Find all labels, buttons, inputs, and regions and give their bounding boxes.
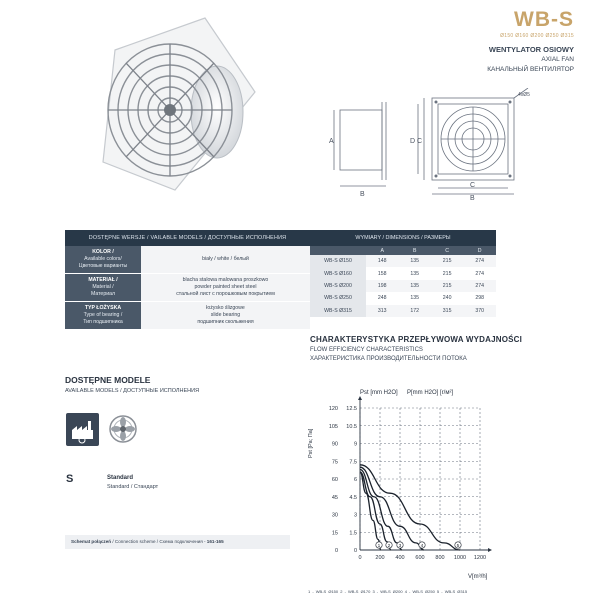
y-tick-label-mm: 4.5 xyxy=(349,494,357,501)
y-tick-label-mm: 7.5 xyxy=(349,459,357,466)
series-label-3: 3 xyxy=(398,543,402,549)
y-tick-label-pa: 0 xyxy=(334,548,338,554)
y-tick-label-pa: 90 xyxy=(331,441,338,448)
x-axis-arrow xyxy=(488,548,492,552)
series-label-1: 1 xyxy=(377,543,381,549)
y-tick-label-mm: 10.5 xyxy=(346,423,357,430)
units-left: Pst [mm H2O] xyxy=(360,390,398,396)
dimensions-title: WYMIARY / DIMENSIONS / РАЗМЕРЫ xyxy=(310,230,496,246)
available-models-subtitle: AVAILABLE MODELS / ДОСТУПНЫЕ ИСПОЛНЕНИЯ xyxy=(65,388,200,394)
chart-grid xyxy=(360,408,480,550)
y-tick-label-mm: 6 xyxy=(353,477,357,483)
y-tick-label-mm: 9 xyxy=(353,441,357,448)
x-tick-label: 400 xyxy=(395,555,405,561)
y-tick-label-mm: 12.5 xyxy=(346,406,357,412)
connection-scheme-note: Schemat połączeń / Connection scheme / Схема подключения - 161-165 xyxy=(65,535,290,549)
versions-title: DOSTĘPNE WERSJE / VAILABLE MODELS / ДОСТУПНЫЕ ИСПОЛНЕНИЯ xyxy=(65,230,310,246)
col-b: B xyxy=(398,246,430,255)
brand-title: WB-S xyxy=(514,8,574,31)
chart-subtitle-en: FLOW EFFICIENCY CHARACTERISTICS xyxy=(310,347,423,353)
fan-wheel-icon xyxy=(106,412,140,446)
label-bearing: TYP ŁOŻYSKA xyxy=(84,305,122,312)
chart-axes xyxy=(358,396,492,552)
y-tick-label-mm: 1.5 xyxy=(349,530,357,537)
table-row: WB-S Ø250 248 135 240 298 xyxy=(310,292,496,304)
value-material: blacha stalowa malowana proszkowo powder painted sheet steel стальной лист с порошковым покрытием xyxy=(141,274,310,302)
fan-product-image xyxy=(85,12,265,202)
product-name-ru: КАНАЛЬНЫЙ ВЕНТИЛЯТОР xyxy=(487,66,574,73)
dim-label-b2: B xyxy=(470,195,475,200)
x-tick-label: 1200 xyxy=(473,555,487,561)
x-tick-label: 0 xyxy=(358,555,362,561)
size-list: Ø150 Ø160 Ø200 Ø250 Ø315 xyxy=(500,33,574,39)
series-label-5: 5 xyxy=(456,543,460,549)
technical-drawing xyxy=(320,88,540,200)
y-tick-label-pa: 45 xyxy=(331,494,338,501)
flow-chart xyxy=(300,370,500,588)
y-tick-label-pa: 30 xyxy=(331,512,338,519)
available-models-title: DOSTĘPNE MODELE xyxy=(65,375,151,385)
versions-table xyxy=(65,230,310,330)
table-row: WB-S Ø150 148 135 215 274 xyxy=(310,255,496,267)
dim-label-dc: D C xyxy=(410,138,423,145)
y-tick-label-pa: 15 xyxy=(331,530,338,537)
value-color: biały / white / белый xyxy=(141,246,310,274)
table-row: WB-S Ø315 313 172 315 370 xyxy=(310,305,496,317)
x-tick-label: 800 xyxy=(435,555,445,561)
label-color: KOLOR / xyxy=(92,249,114,255)
x-axis-label: V[m³/h] xyxy=(468,574,488,580)
product-name-en: AXIAL FAN xyxy=(541,56,574,63)
y-axis-arrow xyxy=(358,396,362,400)
value-bearing: łożysko ślizgowe slide bearing подшипник скольжения xyxy=(141,302,310,330)
chart-title: CHARAKTERYSTYKA PRZEPŁYWOWA WYDAJNOŚCI xyxy=(310,335,523,344)
dim-label-a: A xyxy=(329,138,334,145)
chart-series xyxy=(360,465,461,550)
series-label-2: 2 xyxy=(387,543,391,549)
chart-ticks xyxy=(329,406,486,561)
x-tick-label: 1000 xyxy=(453,555,467,561)
series-label-4: 4 xyxy=(420,543,424,549)
hole-label: 4xØ5 xyxy=(518,92,530,98)
col-c: C xyxy=(431,246,463,255)
x-tick-label: 600 xyxy=(415,555,425,561)
table-row: WB-S Ø160 158 135 215 274 xyxy=(310,267,496,279)
y-tick-label-mm: 0 xyxy=(353,548,357,554)
x-tick-label: 200 xyxy=(375,555,385,561)
y-tick-label-pa: 60 xyxy=(331,477,338,483)
table-row: WB-S Ø200 198 135 215 274 xyxy=(310,280,496,292)
series-line-3 xyxy=(360,470,402,550)
units-right: P[mm H2O] [r/м²] xyxy=(407,390,454,396)
model-code: S xyxy=(66,473,74,485)
y-tick-label-pa: 120 xyxy=(328,406,338,412)
standard-translation: Standard / Стандарт xyxy=(107,484,159,490)
standard-label: Standard xyxy=(107,475,134,481)
y-tick-label-pa: 75 xyxy=(331,459,338,466)
series-line-2 xyxy=(360,472,391,550)
chart-subtitle-ru: ХАРАКТЕРИСТИКА ПРОИЗВОДИТЕЛЬНОСТИ ПОТОКА xyxy=(310,356,467,362)
col-d: D xyxy=(463,246,496,255)
versions-row-bearing: TYP ŁOŻYSKA Type of bearing / Тип подшипника łożysko ślizgowe slide bearing подшипник скольжения xyxy=(65,302,310,330)
dim-label-c: C xyxy=(470,182,476,189)
dimensions-table xyxy=(310,230,496,317)
col-a: A xyxy=(366,246,398,255)
factory-icon xyxy=(66,413,99,446)
label-material: MATERIAŁ / xyxy=(88,277,118,284)
versions-row-material: MATERIAŁ / Material / Материал blacha stalowa malowana proszkowo powder painted sheet steel стальной лист с порошковым покрытием xyxy=(65,274,310,302)
y-tick-label-mm: 3 xyxy=(353,512,357,519)
dim-label-b: B xyxy=(360,191,365,198)
product-name-pl: WENTYLATOR OSIOWY xyxy=(488,45,574,54)
y-tick-label-pa: 105 xyxy=(328,423,338,430)
chart-legend: 1 - WB-S Ø150 2 - WB-S Ø170 3 - WB-S Ø200 4 - WB-S Ø250 5 - WB-S Ø315 xyxy=(308,589,468,594)
versions-row-color: KOLOR / Available colors/ Цветовые варианты biały / white / белый xyxy=(65,246,310,274)
y-axis-label: Pst [Pa; Па] xyxy=(308,428,314,458)
